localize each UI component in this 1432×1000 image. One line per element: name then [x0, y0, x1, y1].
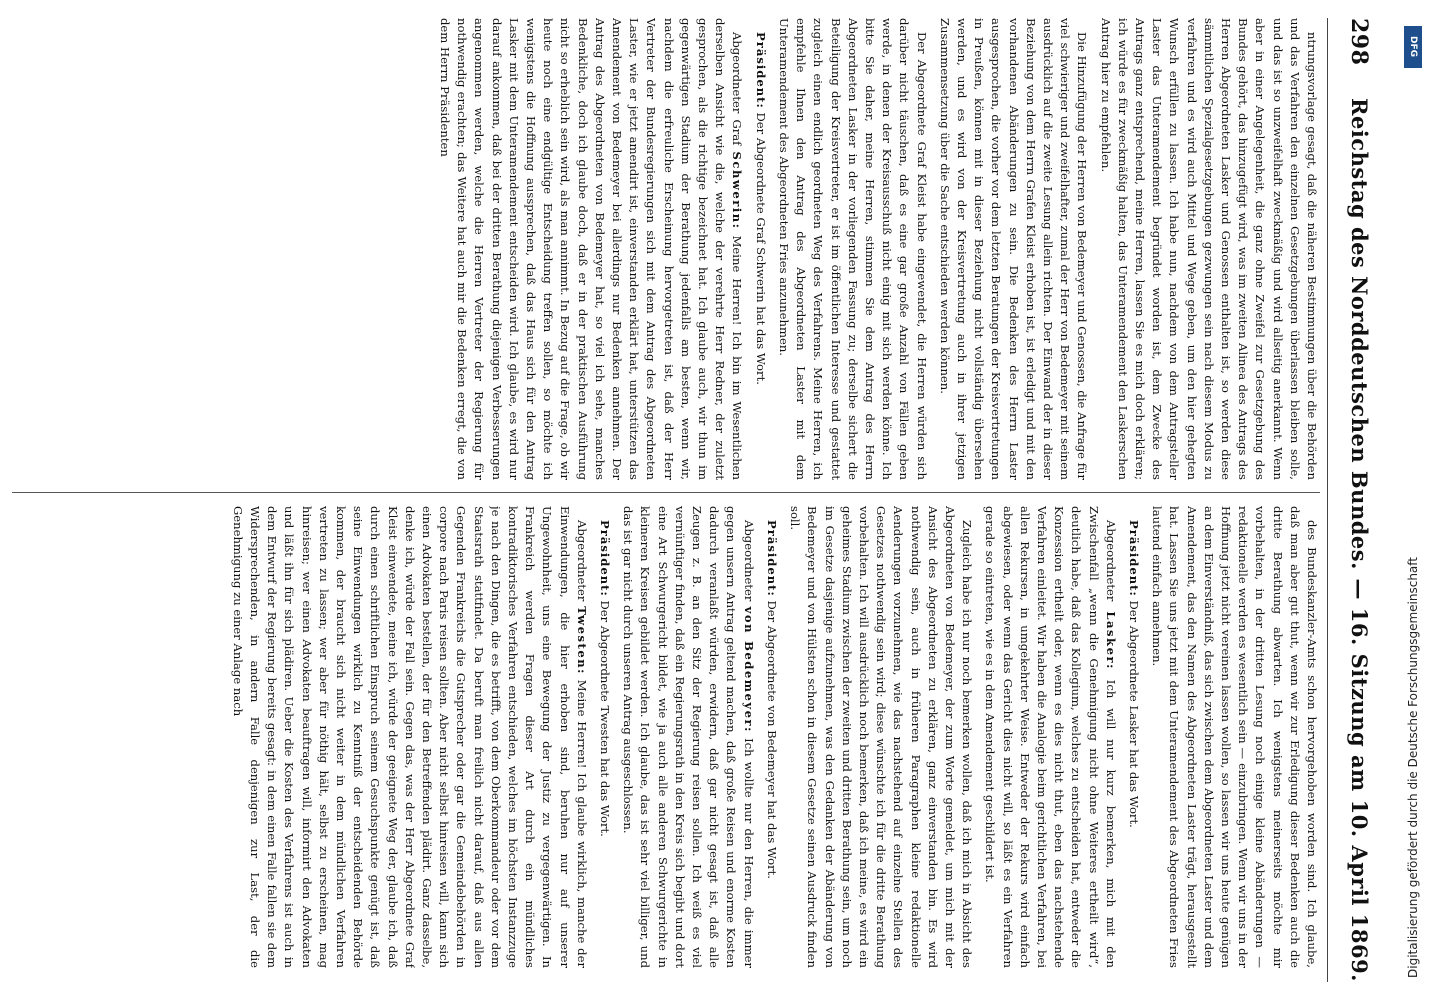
president-line: [1125, 506, 1142, 968]
speaker-label: Präsident:: [753, 32, 768, 109]
column-divider: [12, 492, 1320, 493]
speaker-name: von Bedemeyer:: [741, 606, 756, 733]
dfg-logo: DFG: [1404, 26, 1422, 68]
speaker-intro: Abgeordneter: [574, 520, 589, 602]
president-line: [752, 18, 769, 480]
president-text: Der Abgeordnete Graf Schwerin hat das Wort.: [753, 112, 768, 385]
page-number: 298: [1346, 18, 1372, 66]
speech-text: Meine Herren! Ich bin im Wesentlichen derselben Ansicht wie die, welche der verehrte Herr Redner, der zuletzt gesprochen, als die richtige bezeichnet hat. Ich glaube auch, wir thun im gegenwärtigen Stadium der Berathung jedenfalls am besten, wenn wir, nachdem die erfreuliche Erscheinung hervorgetreten ist, daß der Herr Vertreter der Bundesregierungen sich mit dem Antrag des Abgeordneten Laster, wie er jetzt amendirt ist, einverstanden erklärt hat, unterstützen das Amendement von Bedemeyer bei allerdings nur Bedenken annehmen. Der Antrag des Abgeordneten von Bedemeyer hat, so viel ich sehe, manches Bedenkliche, doch ich glaube doch, daß er in der praktischen Ausführung nicht so erheblich sein wird, als man annimmt. In Bezug auf die Frage, ob wir heute noch eine endgültige Entscheidung treffen sollen, so möchte ich wenigstens die Hoffnung aussprechen, daß das Haus sich für den Antrag Lasker mit dem Unteramendement entscheiden wird. Ich glaube, es wird nur darauf ankommen, daß bei der dritten Berathung diejenigen Verbesserungen angenommen werden, welche die Herren Vertreter der Regierung für nothwendig erachten; das Weitere hat auch mir die Bedenken erregt, die von dem Herrn Präsidenten: [438, 18, 745, 480]
speech: [619, 506, 757, 968]
speaker-label: Präsident:: [598, 520, 613, 597]
speech-text: Ich will nur kurz bemerken, mich mit den Zwischenfall „wenn die Genehmigung nicht ohne Weiteres ertheilt wird“, deutlich habe, daß das Kollegium, welches zu entscheiden hat, entweder die Konzession ertheilt oder, wenn es dies nicht thut, eben das nachstehende Verfahren einleitet. Wir haben die Analogie beim gerichtlichen Verfahren, bei allen Rekursen, in umgekehrter Weise. Entweder der Rekurs wird einfach abgewiesen, oder wenn das Gericht dies nicht will, so läßt es ein Verfahren gerade so eintreten, wie es in dem Amendement geschildert ist.: [983, 506, 1118, 968]
president-line: [763, 506, 780, 968]
digitization-credit: [1396, 20, 1432, 1000]
president-text: Der Abgeordnete Lasker hat das Wort.: [1126, 600, 1141, 828]
speaker-label: Präsident:: [1126, 520, 1141, 597]
president-text: Der Abgeordnete von Bedemeyer hat das Wort.: [764, 600, 779, 879]
left-column: [12, 18, 1320, 480]
speaker-intro: Abgeordneter: [741, 520, 756, 602]
speech: [229, 506, 590, 968]
speech: [981, 506, 1119, 968]
president-line: [596, 506, 613, 968]
speech-text: Meine Herren! Ich glaube wirklich, manche der Einwendungen, die hier erhoben sind, beruhen nur auf unserer Ungewohnheit, uns eine Bewegung der Justiz zu vergegenwärtigen. In Frankreich werden Fragen dieser Art durch ein mündliches kontradiktorisches Verfahren entschieden, welches im höchsten Instanzzuge je nach den Dingen, die es betrifft, von dem Oberkommandeur oder vor dem Staatsrath stattfindet. Da beruft man freilich nicht darauf, daß aus allen Gegenden Frankreichs die Gutsprecher oder gar die Gemeindebehörden in corpore nach Paris reisen sollten. Aber nicht selbst hinreisen will, kann sich einen Advokaten bestellen, der für den Betreffenden plädirt. Ganz dasselbe, denke ich, würde der Fall sein. Gegen das, was der Herr Abgeordnete Graf Kleist einwendete, meine ich, würde der geeignete Weg der, glaube ich, daß durch einen schriftlichen Einspruch seinem Gesuchspunkte genügt ist, daß seine Einwendungen wirklich zu Kenntniß der entscheidenden Behörde kommen, der braucht sich nicht weiter in dem mündlichen Verfahren vertreten zu lassen; wer aber für nöthig hält, selbst zu erscheinen, mag hinreisen; wer einen Advokaten beauftragen will, informirt den Advokaten und läßt ihn für sich plädiren. Ueber die Kosten des Verfahrens ist auch in dem Entwurf der Regierung bereits gesagt: in dem einen Falle fallen sie dem Widersprechenden, in andern Falle denjenigen zur Last, der die Genehmigung zu einer Anlage nach: [230, 506, 589, 968]
speaker-name: Schwerin:: [730, 151, 745, 230]
president-text: Der Abgeordnete Twesten hat das Wort.: [598, 600, 613, 837]
credit-text: Digitalisierung gefördert durch die Deutsche Forschungsgemeinschaft: [1406, 556, 1420, 978]
speaker-label: Präsident:: [764, 520, 779, 597]
paragraph: Der Abgeordnete Graf Kleist habe eingewendet, die Herren würden sich darüber nicht täuschen, daß es eine gar große Anzahl von Fällen geben werde, in denen der Kreisausschuß nicht einig mit sich werden könne. Ich bitte Sie daher, meine Herren, stimmen Sie dem Antrag des Herrn Abgeordneten Lasker in der vorliegenden Fassung zu; derselbe sichert die Beteiligung der Kreisvertreter, er ist im öffentlichen Interesse und gestattet zugleich einen endlich geordneten Weg des Verfahrens. Meine Herren, ich empfehle Ihnen den Antrag des Abgeordneten Laster mit dem Unteramendement des Abgeordneten Fries anzunehmen.: [776, 18, 929, 480]
speaker-intro: Abgeordneter Graf: [730, 32, 745, 146]
speech-text: Ich wollte nur den Herren, die immer gegen unsern Antrag geltend machen, daß große Reisen und enorme Kosten dadurch veranlaßt würden, erwidern, daß gar nicht gesagt ist, daß alle Zeugen z. B. an den Sitz der Regierung reisen sollen. Ich weiß es viel vernünftiger finden, daß ein Regierungsrath in den Kreis sich begibt und dort eine Art Schwurgericht bildet, wie ja auch alle anderen Schwurgerichte in kleineren Kreisen gebildet werden. Ich glaube, das ist sehr viel billiger, und das ist gar nicht durch unseren Antrag ausgeschlossen.: [621, 506, 756, 968]
speaker-name: Lasker:: [1103, 611, 1118, 670]
speaker-intro: Abgeordneter: [1103, 520, 1118, 602]
paragraph: des Bundeskanzler-Amts schon hervorgehoben worden sind. Ich glaube, daß man aber gut thut, wenn wir zur Erledigung dieser Bedenken auch die dritte Berathung abwarten. Ich wenigstens meinerseits möchte mir vorbehalten, in der dritten Lesung noch einige kleine Abänderungen — redaktionelle werden es wesentlich sein — einzubringen. Wenn wir uns in der Hoffnung jetzt nicht vereinen lassen wollen, so lassen wir uns heute genügen an dem Einverständniß, das sich zwischen dem Abgeordneten Laster und dem Amendement, das den Namen des Abgeordneten Laster trägt, herausgestellt hat. Lassen Sie uns jetzt mit dem Unteramendement des Abgeordneten Fries lautend einfach annehmen.: [1150, 506, 1319, 968]
session-date: — 16. Sitzung am 10. April 1869.: [1347, 578, 1372, 982]
speech: [436, 18, 746, 480]
page-header: [1327, 18, 1384, 982]
speaker-name: Twesten:: [574, 606, 589, 675]
paragraph: ntrungsvorlage gesagt, daß die näheren Bestimmungen über die Behörden und das Verfahren den einzelnen Gesetzgebungen überlassen bleiben solle, und das ist so unzweifelhaft zweckmäßig und wird allseitig anerkannt. Wenn aber in einer Angelegenheit, die ganz ohne Zweifel zur Gesetzgebung des Bundes gehört, das hinzugefügt wird, was im zweiten Alinea des Antrags des Herren Abgeordneten Lasker und Genossen enthalten ist, so werden diese sämmtlichen Spezialgesetzgebungen gezwungen sein nach diesem Modus zu verfahren und es wird auch Mittel und Wege geben, um den hier gehegten Wunsch erfüllen zu lassen. Ich habe nun, nachdem von dem Antragsteller Laster das Unteramendement begründet worden ist, dem Zwecke des Antrags ganz entsprechend, meine Herren, lassen Sie es mich doch erklären; ich würde es für zweckmäßig halten, das Unteramendement den Laskerschen Antrag hier zu empfehlen.: [1098, 18, 1319, 480]
paragraph: Zugleich habe ich nur noch bemerken wollen, daß ich mich in Absicht des Abgeordneten von Bedemeyer, der zum Worte gemeldet, um mich mit der Ansicht des Abgeordneten zu erklären, ganz einverstanden bin. Es wird nothwendig sein, auch in früheren Paragraphen kleine redaktionelle Aenderungen vorzunehmen, wie das nachstehend auf einzelne Stellen des Gesetzes nothwendig sein wird; diese wünschte ich für die dritte Berathung vorbehalten. Ich will ausdrücklich noch bemerken, daß ich meine, es wird ein geheimes Stadium zwischen der zweiten und dritten Berathung sein, um noch im Gesetze dasjenige aufzunehmen, was den Gedanken der Abänderung von Bedemeyer und von Hülsten schon in diesem Gesetze seinen Ausdruck finden soll.: [788, 506, 975, 968]
publication-title: Reichstag des Norddeutschen Bundes.: [1347, 98, 1372, 570]
right-column: [12, 506, 1320, 968]
paragraph: Die Hinzufügung der Herren von Bedemeyer und Genossen, die Anfrage für viel schwieriger und zweifelhafter, zumal der Herr von Bedemeyer mit seinem ausdrücklich auf die zweite Lesung allein richten. Der Einwand der in dieser Beziehung von dem Herrn Grafen Kleist erhoben ist, ist erledigt und mit den vorhandenen Abänderungen zu sein. Die Bedenken des Herrn Laster ausgesprochen, die vorher vor dem letzten Beratungen der Kreisvertretungen in Preußen, können mit in dieser Beziehung nicht vollständig übersehen werden, und es wird von der Kreisvertretung auch in ihrer jetzigen Zusammensetzung über die Sache entschieden werden können.: [937, 18, 1090, 480]
